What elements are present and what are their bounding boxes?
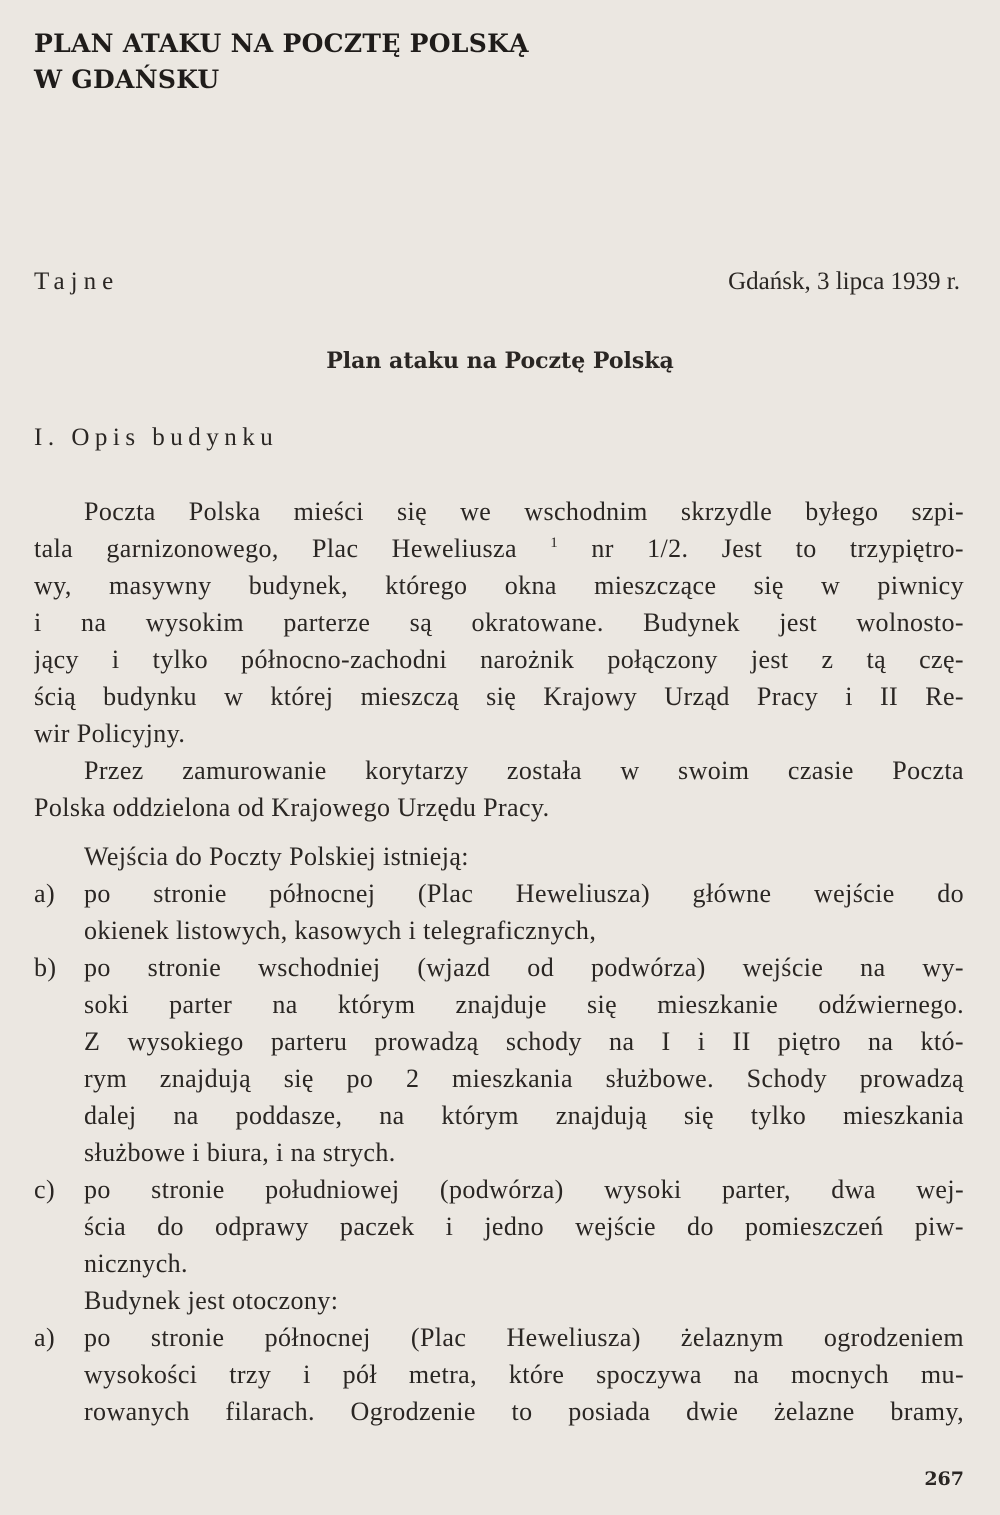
page-number: 267: [924, 1468, 964, 1490]
text-line: po stronie północnej (Plac Heweliusza) główne wejście do: [84, 879, 964, 908]
text-line: rym znajdują się po 2 mieszkania służbowe. Schody prowadzą: [84, 1064, 964, 1093]
running-header-title: [34, 26, 734, 98]
text-line: i na wysokim parterze są okratowane. Budynek jest wolnosto-: [34, 608, 964, 637]
list-text: [84, 1171, 964, 1208]
list-label: c): [34, 1175, 55, 1204]
text-line: ścia do odprawy paczek i jedno wejście do pomieszczeń piw-: [84, 1212, 964, 1241]
text-line: Z wysokiego parteru prowadzą schody na I i II piętro na któ-: [84, 1027, 964, 1056]
body-text: [34, 493, 964, 1430]
text-line: po stronie północnej (Plac Heweliusza) żelaznym ogrodzeniem: [84, 1323, 964, 1352]
section-heading: I. Opis budynku: [34, 424, 279, 451]
list-label: b): [34, 953, 57, 982]
text-line: wysokości trzy i pół metra, które spoczywa na mocnych mu-: [84, 1360, 964, 1389]
list-text: [84, 1319, 964, 1356]
place-date: Gdańsk, 3 lipca 1939 r.: [728, 268, 960, 295]
list-item: [34, 1171, 964, 1208]
text-line: rowanych filarach. Ogrodzenie to posiada dwie żelazne bramy,: [84, 1397, 964, 1426]
text-line: po stronie wschodniej (wjazd od podwórza) wejście na wy-: [84, 953, 964, 982]
text-line: służbowe i biura, i na strych.: [84, 1138, 396, 1167]
header-title-line-2: W GDAŃSKU: [34, 65, 220, 94]
text-line: wy, masywny budynek, którego okna mieszczące się w piwnicy: [34, 571, 964, 600]
list-item: [34, 949, 964, 986]
document-title: Plan ataku na Pocztę Polską: [326, 348, 674, 374]
list-item: [34, 875, 964, 912]
text-fragment: nr 1/2. Jest to trzypiętro-: [591, 534, 964, 563]
text-line: nicznych.: [84, 1249, 188, 1278]
footnote-marker: 1: [550, 535, 559, 551]
text-line: ścią budynku w której mieszczą się Krajowy Urząd Pracy i II Re-: [34, 682, 964, 711]
list-text: [84, 875, 964, 912]
list-item: [34, 1319, 964, 1356]
text-line: okienek listowych, kasowych i telegraficznych,: [84, 916, 597, 945]
list-label: a): [34, 879, 55, 908]
text-line: dalej na poddasze, na którym znajdują się tylko mieszkania: [84, 1101, 964, 1130]
list-text: [84, 949, 964, 986]
text-fragment: tala garnizonowego, Plac Heweliusza: [34, 534, 517, 563]
text-line: Przez zamurowanie korytarzy została w swoim czasie Poczta: [84, 756, 964, 785]
text-line: Polska oddzielona od Krajowego Urzędu Pracy.: [34, 793, 550, 822]
text-line: wir Policyjny.: [34, 719, 186, 748]
text-line: [34, 530, 964, 567]
text-line: soki parter na którym znajduje się mieszkanie odźwiernego.: [84, 990, 964, 1019]
text-line: po stronie południowej (podwórza) wysoki parter, dwa wej-: [84, 1175, 964, 1204]
text-line: Budynek jest otoczony:: [84, 1286, 339, 1315]
list-label: a): [34, 1323, 55, 1352]
header-title-line-1: PLAN ATAKU NA POCZTĘ POLSKĄ: [34, 29, 529, 58]
text-line: Wejścia do Poczty Polskiej istnieją:: [84, 842, 469, 871]
text-line: jący i tylko północno-zachodni narożnik połączony jest z tą czę-: [34, 645, 964, 674]
classification-label: Tajne: [34, 268, 120, 295]
text-line: Poczta Polska mieści się we wschodnim skrzydle byłego szpi-: [84, 497, 964, 526]
